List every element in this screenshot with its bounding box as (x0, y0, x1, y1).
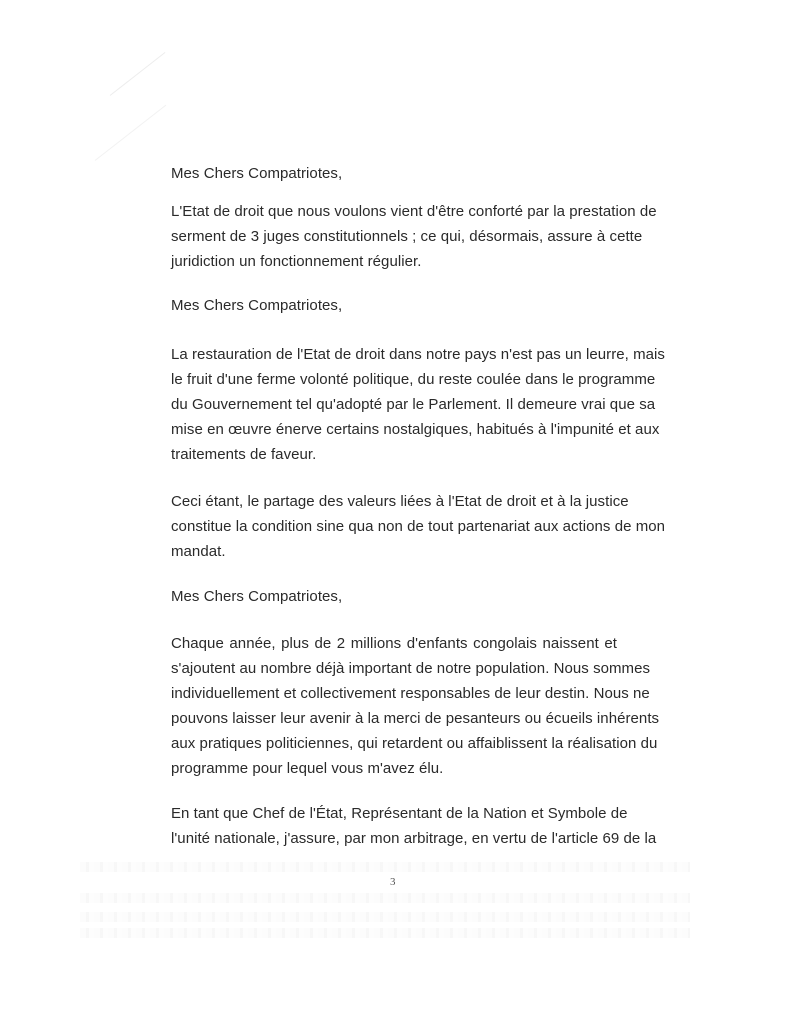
paragraph-line: traitements de faveur. (171, 446, 317, 463)
paragraph-line: du Gouvernement tel qu'adopté par le Parlement. Il demeure vrai que sa (171, 396, 656, 413)
paragraph-line: juridiction un fonctionnement régulier. (171, 253, 422, 270)
paragraph-line: mise en œuvre énerve certains nostalgiques, habitués à l'impunité et aux (171, 421, 660, 438)
paragraph-line: pouvons laisser leur avenir à la merci de pesanteurs ou écueils inhérents (171, 710, 660, 727)
paragraph-line: serment de 3 juges constitutionnels ; ce qui, désormais, assure à cette (171, 228, 643, 245)
paragraph-line: La restauration de l'Etat de droit dans notre pays n'est pas un leurre, mais (171, 346, 665, 363)
paragraph-line: aux pratiques politiciennes, qui retardent ou affaiblissent la réalisation du (171, 735, 658, 752)
scan-artifact (95, 105, 167, 161)
paragraph-line: mandat. (171, 543, 226, 560)
paragraph-line: L'Etat de droit que nous voulons vient d'être conforté par la prestation de (171, 203, 657, 220)
paragraph-line: le fruit d'une ferme volonté politique, du reste coulée dans le programme (171, 371, 656, 388)
salutation: Mes Chers Compatriotes, (171, 588, 343, 605)
bleed-through-artifact (80, 912, 690, 922)
paragraph-line: individuellement et collectivement responsables de leur destin. Nous ne (171, 685, 650, 702)
page-number: 3 (390, 876, 396, 888)
scan-artifact (110, 52, 166, 96)
salutation: Mes Chers Compatriotes, (171, 297, 343, 314)
paragraph-line: En tant que Chef de l'État, Représentant de la Nation et Symbole de (171, 805, 628, 822)
paragraph-line: s'ajoutent au nombre déjà important de notre population. Nous sommes (171, 660, 651, 677)
paragraph-line: Chaque année, plus de 2 millions d'enfants congolais naissent et (171, 635, 617, 652)
paragraph-line: constitue la condition sine qua non de tout partenariat aux actions de mon (171, 518, 666, 535)
paragraph-line: l'unité nationale, j'assure, par mon arbitrage, en vertu de l'article 69 de la (171, 830, 657, 847)
bleed-through-artifact (80, 862, 690, 872)
paragraph-line: Ceci étant, le partage des valeurs liées à l'Etat de droit et à la justice (171, 493, 629, 510)
bleed-through-artifact (80, 893, 690, 903)
paragraph-line: programme pour lequel vous m'avez élu. (171, 760, 444, 777)
salutation: Mes Chers Compatriotes, (171, 165, 343, 182)
bleed-through-artifact (80, 928, 690, 938)
